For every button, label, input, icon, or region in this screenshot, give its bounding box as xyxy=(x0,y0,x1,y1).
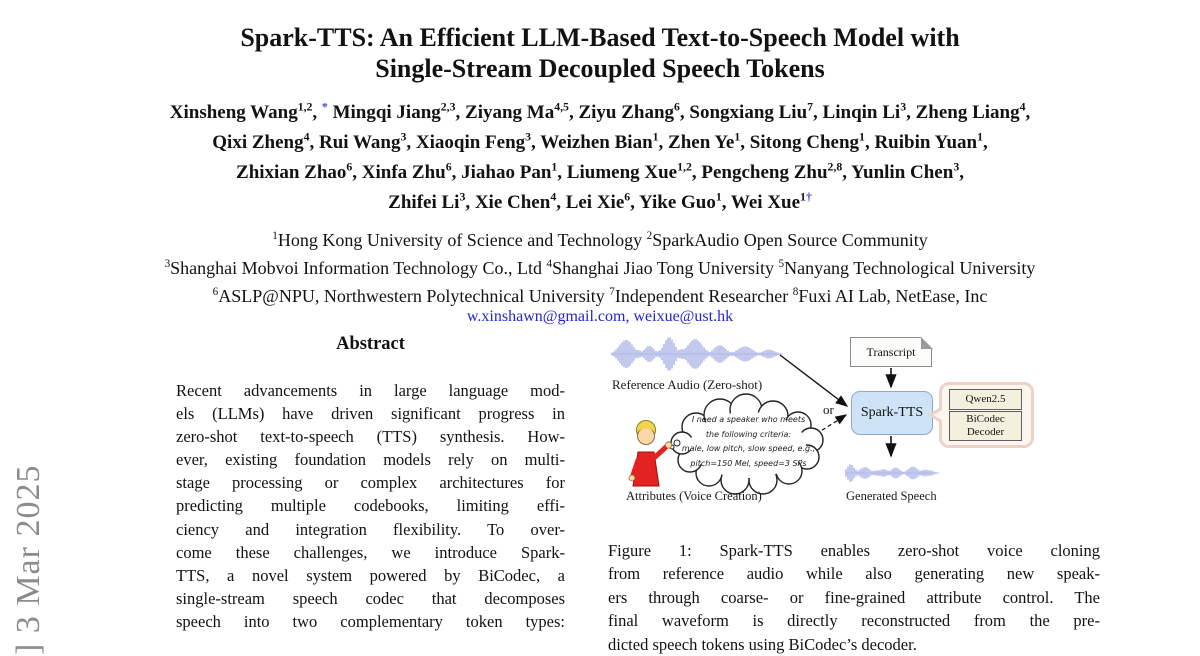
spark-tts-node-label: Spark-TTS xyxy=(860,405,924,420)
contact-emails xyxy=(0,308,1200,326)
email-link[interactable]: w.xinshawn@gmail.com, weixue@ust.hk xyxy=(466,308,734,325)
or-label: or xyxy=(823,402,834,417)
folded-corner-icon xyxy=(921,337,933,349)
abstract-text: Recent advancements in large language mod- els (LLMs) have driven significant progress in zero-shot text-to-speech (TTS) synthesis. How- ever, existing foundation models rely on multi- stage processing or complex architectures for predicting multiple codebooks, limiting effi- ciency and integration flexibility. To over- come these challenges, we introduce Spark- TTS, a novel system powered by BiCodec, a single-stream speech codec that decomposes speech into two complementary token types: xyxy=(176,381,565,631)
callout-pointer-inner-icon xyxy=(933,410,942,420)
bicodec-decoder-panel xyxy=(949,411,1022,441)
transcript-node-label: Transcript xyxy=(866,344,916,359)
abstract-heading: Abstract xyxy=(336,334,405,354)
attributes-label: Attributes (Voice Creation) xyxy=(626,489,762,503)
figure-1-block xyxy=(608,333,1100,656)
author-line-3: Zhixian Zhao$^6$, Xinfa Zhu$^6$, Jiahao Pan$^1$, Liumeng Xue$^{1,2}$, Pengcheng Zhu$^{2,8}$, Yunlin Chen$^3$, xyxy=(236,160,964,183)
abstract-section xyxy=(176,334,565,633)
author-line-2: Qixi Zheng$^4$, Rui Wang$^3$, Xiaoqin Feng$^3$, Weizhen Bian$^1$, Zhen Ye$^1$, Sitong Cheng$^1$, Ruibin Yuan$^1$, xyxy=(212,130,988,153)
bicodec-panel-line2: Decoder xyxy=(966,426,1005,438)
author-line-4: Zhifei Li$^3$, Xie Chen$^4$, Lei Xie$^6$, Yike Guo$^1$, Wei Xue$^{1\dagger}$ xyxy=(388,190,812,213)
affiliation-list xyxy=(0,226,1200,310)
figure-1-diagram xyxy=(608,333,1100,530)
author-list xyxy=(0,98,1200,218)
spark-tts-node xyxy=(851,391,933,435)
qwen-panel: Qwen2.5 xyxy=(949,389,1022,410)
paper-title-line2: Single-Stream Decoupled Speech Tokens xyxy=(375,54,825,83)
affiliation-line-2: $^3$Shanghai Mobvoi Information Technology Co., Ltd $^4$Shanghai Jiao Tong University $^5$Nanyang Technological University xyxy=(164,258,1036,278)
transcript-node xyxy=(850,337,932,367)
affiliation-line-3: $^6$ASLP@NPU, Northwestern Polytechnical University $^7$Independent Researcher $^8$Fuxi AI Lab, NetEase, Inc xyxy=(212,286,988,306)
thought-cloud-text: I need a speaker who meets the following criteria: male, low pitch, slow speed, e.g., pitch=150 Mel, speed=3 SPs xyxy=(681,415,816,468)
bicodec-panel-line1: BiCodec xyxy=(966,413,1005,425)
figure-1-caption: Figure 1: Spark-TTS enables zero-shot voice cloning from reference audio while also generating new speak- ers through coarse- or fine-grained attribute control. The final waveform is directly reconstructed from the pre- dicted speech tokens using BiCodec’s decoder. xyxy=(608,541,1100,654)
paper-title xyxy=(0,22,1200,84)
author-line-1: Xinsheng Wang$^{1,2}$, * Mingqi Jiang$^{2,3}$, Ziyang Ma$^{4,5}$, Ziyu Zhang$^6$, Songxiang Liu$^7$, Linqin Li$^3$, Zheng Liang$^4$, xyxy=(169,100,1031,123)
arxiv-date-stamp: ] 3 Mar 2025 xyxy=(10,464,47,655)
affiliation-line-1: $^1$Hong Kong University of Science and Technology $^2$SparkAudio Open Source Community xyxy=(272,230,928,250)
paper-title-line1: Spark-TTS: An Efficient LLM-Based Text-to-Speech Model with xyxy=(240,23,960,52)
model-callout xyxy=(939,382,1034,448)
generated-speech-label: Generated Speech xyxy=(846,489,937,503)
reference-audio-label: Reference Audio (Zero-shot) xyxy=(612,377,763,392)
